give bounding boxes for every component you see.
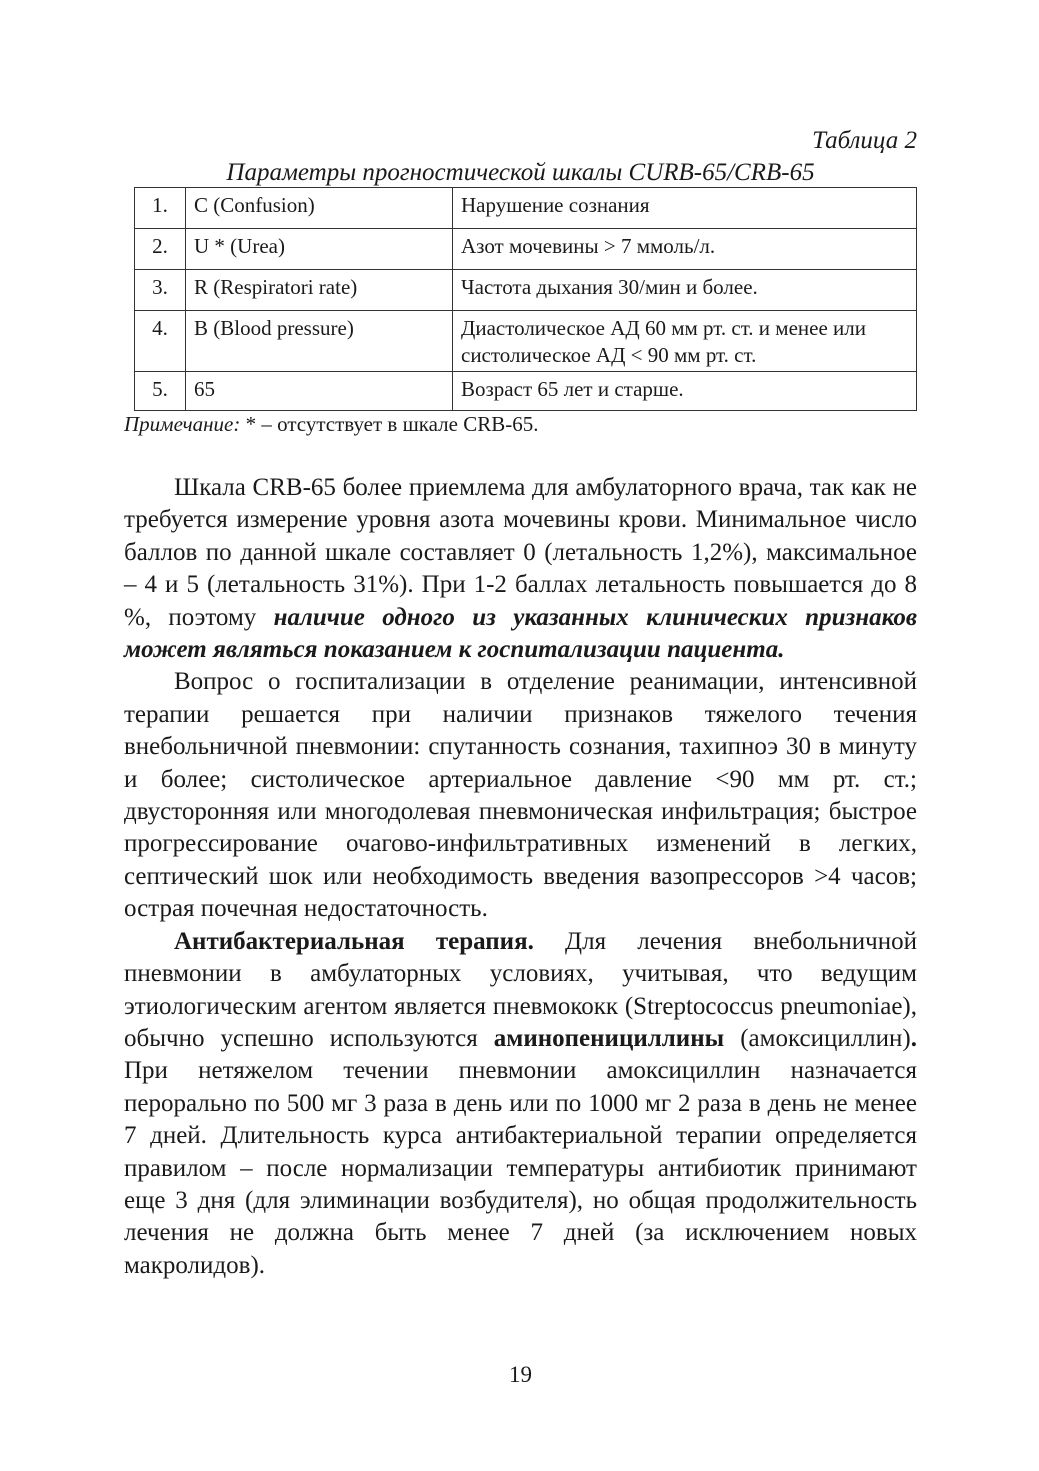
drug-class-name: аминопенициллины	[493, 1024, 725, 1052]
paragraph-text: Вопрос о госпитализации в отделение реанимации, интенсивной терапии решается при наличии признаков тяжелого течения внебольничной пневмонии: спутанность сознания, тахипноэ 30 в минуту и более; систолическое артериальное давление <90 мм рт. ст.; двусторонняя или многодолевая пневмоническая инфильтрация; быстрое прогрессирование очагово-инфильтративных изменений в легких, септический шок или необходимость введения вазопрессоров >4 часов; острая почечная недостаточность.	[124, 668, 917, 923]
row-parameter: R (Respiratori rate)	[186, 270, 453, 311]
row-description: Возраст 65 лет и старше.	[453, 372, 917, 411]
row-description: Азот мочевины > 7 ммоль/л.	[453, 229, 917, 270]
paragraph-text: (амоксициллин)	[724, 1024, 911, 1052]
note-label: Примечание:	[124, 412, 241, 436]
section-heading: Антибактериальная терапия.	[174, 927, 534, 955]
sentence-end-dot: .	[910, 1024, 917, 1052]
paragraph-crb65	[124, 472, 917, 666]
paragraph-icu-hospitalization	[124, 666, 917, 925]
page-number: 19	[509, 1362, 532, 1387]
emphasis-text: наличие одного из указанных клинических признаков может являться показанием к госпитализации пациента.	[124, 603, 917, 664]
body-text	[124, 472, 917, 1282]
row-description: Нарушение сознания	[453, 188, 917, 229]
row-number: 2.	[135, 229, 186, 270]
row-number: 5.	[135, 372, 186, 411]
table-row	[135, 311, 917, 372]
table-note	[124, 410, 538, 438]
parameters-table	[134, 187, 917, 411]
document-page	[124, 0, 917, 1471]
row-parameter: C (Confusion)	[186, 188, 453, 229]
row-parameter: 65	[186, 372, 453, 411]
table-label: Таблица 2	[812, 127, 917, 154]
row-number: 4.	[135, 311, 186, 372]
row-description: Частота дыхания 30/мин и более.	[453, 270, 917, 311]
note-text: * – отсутствует в шкале CRB-65.	[240, 412, 539, 436]
paragraph-antibacterial-therapy	[124, 926, 917, 1282]
row-description: Диастолическое АД 60 мм рт. ст. и менее или систолическое АД < 90 мм рт. ст.	[453, 311, 917, 372]
row-number: 1.	[135, 188, 186, 229]
table-row	[135, 188, 917, 229]
paragraph-text: Шкала CRB-65 более приемлема для амбулаторного врача, так как не требуется измерение уровня азота мочевины крови. Минимальное число баллов по данной шкале составляет 0 (летальность 1,2%), максимальное – 4 и 5 (летальность 31%). При 1-2 баллах летальность повышается до 8 %, поэтому	[124, 474, 917, 631]
paragraph-text: При нетяжелом течении пневмонии амоксициллин назначается перорально по 500 мг 3 раза в день или по 1000 мг 2 раза в день не менее 7 дней. Длительность курса антибактериальной терапии определяется правилом – после нормализации температуры антибиотик принимают еще 3 дня (для элиминации возбудителя), но общая продолжительность лечения не должна быть менее 7 дней (за исключением новых макролидов).	[124, 1057, 917, 1279]
table-row	[135, 372, 917, 411]
paragraph-text: Для лечения внебольничной пневмонии в амбулаторных условиях, учитывая, что ведущим этиологическим агентом является пневмококк (Streptococcus pneumoniae), обычно успешно используются	[124, 927, 917, 1052]
row-number: 3.	[135, 270, 186, 311]
table-row	[135, 270, 917, 311]
table-row	[135, 229, 917, 270]
table-title: Параметры прогностической шкалы CURB-65/CRB-65	[226, 159, 815, 186]
row-parameter: U * (Urea)	[186, 229, 453, 270]
row-parameter: B (Blood pressure)	[186, 311, 453, 372]
